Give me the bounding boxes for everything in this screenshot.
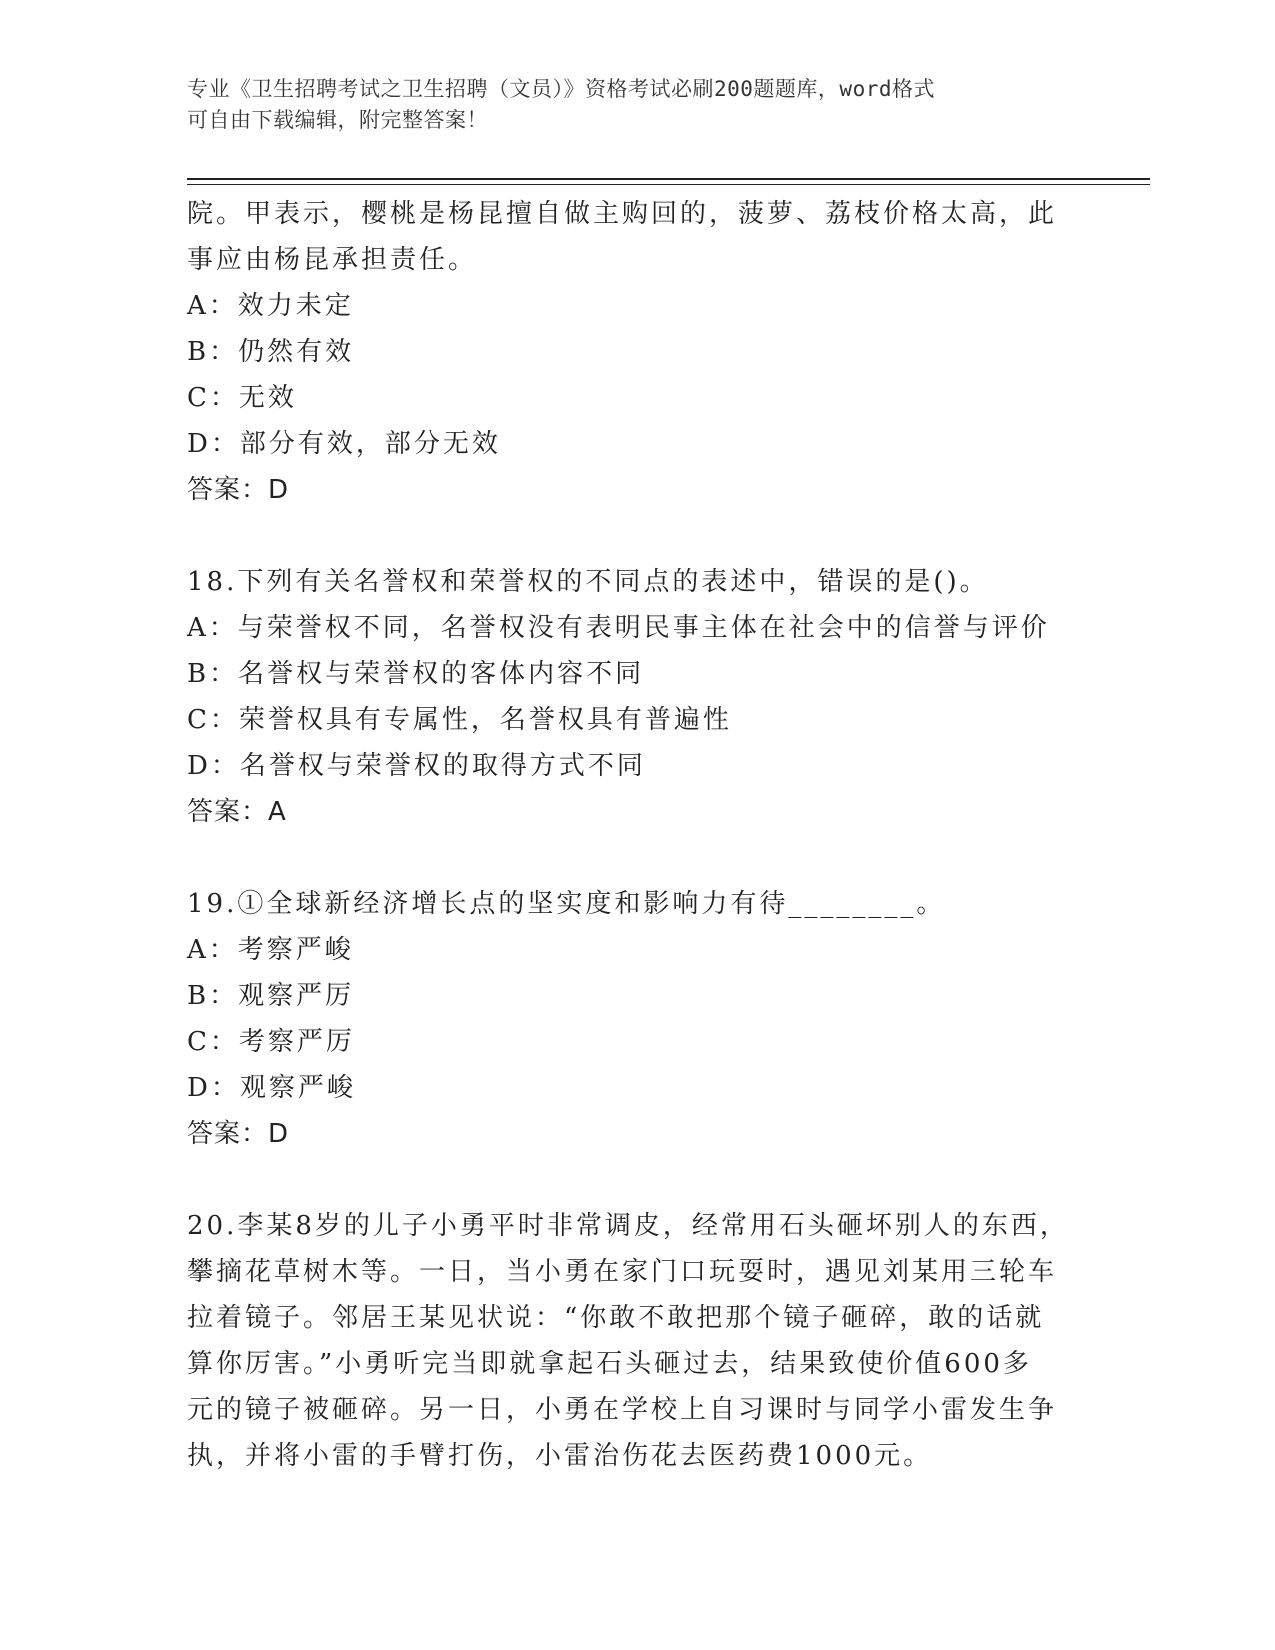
header-line-1: 专业《卫生招聘考试之卫生招聘（文员）》资格考试必刷200题题库，word格式 <box>187 77 935 101</box>
q18-option-b: B：名誉权与荣誉权的客体内容不同 <box>187 659 645 689</box>
document-body <box>187 191 1067 1479</box>
q19-option-c: C：考察严厉 <box>187 1027 355 1057</box>
q17-stem-line-2: 事应由杨昆承担责任。 <box>187 245 478 275</box>
spacer <box>187 835 1067 881</box>
q17-option-b: B：仍然有效 <box>187 337 355 367</box>
q20-stem-line-2: 攀摘花草树木等。一日，当小勇在家门口玩耍时，遇见刘某用三轮车 <box>187 1257 1058 1287</box>
q20-stem-line-5: 元的镜子被砸碎。另一日，小勇在学校上自习课时与同学小雷发生争 <box>187 1395 1058 1425</box>
q18-answer: 答案：A <box>187 797 287 827</box>
q17-stem-line-1: 院。甲表示，樱桃是杨昆擅自做主购回的，菠萝、荔枝价格太高，此 <box>187 199 1058 229</box>
q19-option-d: D：观察严峻 <box>187 1073 356 1103</box>
q17-option-c: C：无效 <box>187 383 297 413</box>
question-17-continuation <box>187 191 1067 513</box>
q19-stem: 19.①全球新经济增长点的坚实度和影响力有待________。 <box>187 889 946 919</box>
q18-option-a: A：与荣誉权不同，名誉权没有表明民事主体在社会中的信誉与评价 <box>187 613 1050 643</box>
q17-answer: 答案：D <box>187 475 290 505</box>
q19-answer: 答案：D <box>187 1119 290 1149</box>
q18-option-c: C：荣誉权具有专属性，名誉权具有普遍性 <box>187 705 732 735</box>
q17-option-a: A：效力未定 <box>187 291 354 321</box>
question-19 <box>187 881 1067 1157</box>
document-header <box>187 74 1067 136</box>
q19-option-b: B：观察严厉 <box>187 981 355 1011</box>
header-rule-thin <box>187 184 1150 185</box>
spacer <box>187 1157 1067 1203</box>
header-line-2: 可自由下载编辑，附完整答案！ <box>187 108 488 132</box>
q20-stem-line-6: 执，并将小雷的手臂打伤，小雷治伤花去医药费1000元。 <box>187 1441 933 1471</box>
q17-option-d: D：部分有效，部分无效 <box>187 429 501 459</box>
q18-option-d: D：名誉权与荣誉权的取得方式不同 <box>187 751 646 781</box>
q18-stem: 18.下列有关名誉权和荣誉权的不同点的表述中，错误的是()。 <box>187 567 989 597</box>
q20-stem-line-3: 拉着镜子。邻居王某见状说：“你敢不敢把那个镜子砸碎，敢的话就 <box>187 1303 1045 1333</box>
question-18 <box>187 559 1067 835</box>
question-20 <box>187 1203 1067 1479</box>
spacer <box>187 513 1067 559</box>
q20-stem-line-4: 算你厉害。”小勇听完当即就拿起石头砸过去，结果致使价值600多 <box>187 1349 1032 1379</box>
header-rule-thick <box>187 178 1150 180</box>
q20-stem-line-1: 20.李某8岁的儿子小勇平时非常调皮，经常用石头砸坏别人的东西， <box>187 1211 1069 1241</box>
q19-option-a: A：考察严峻 <box>187 935 354 965</box>
